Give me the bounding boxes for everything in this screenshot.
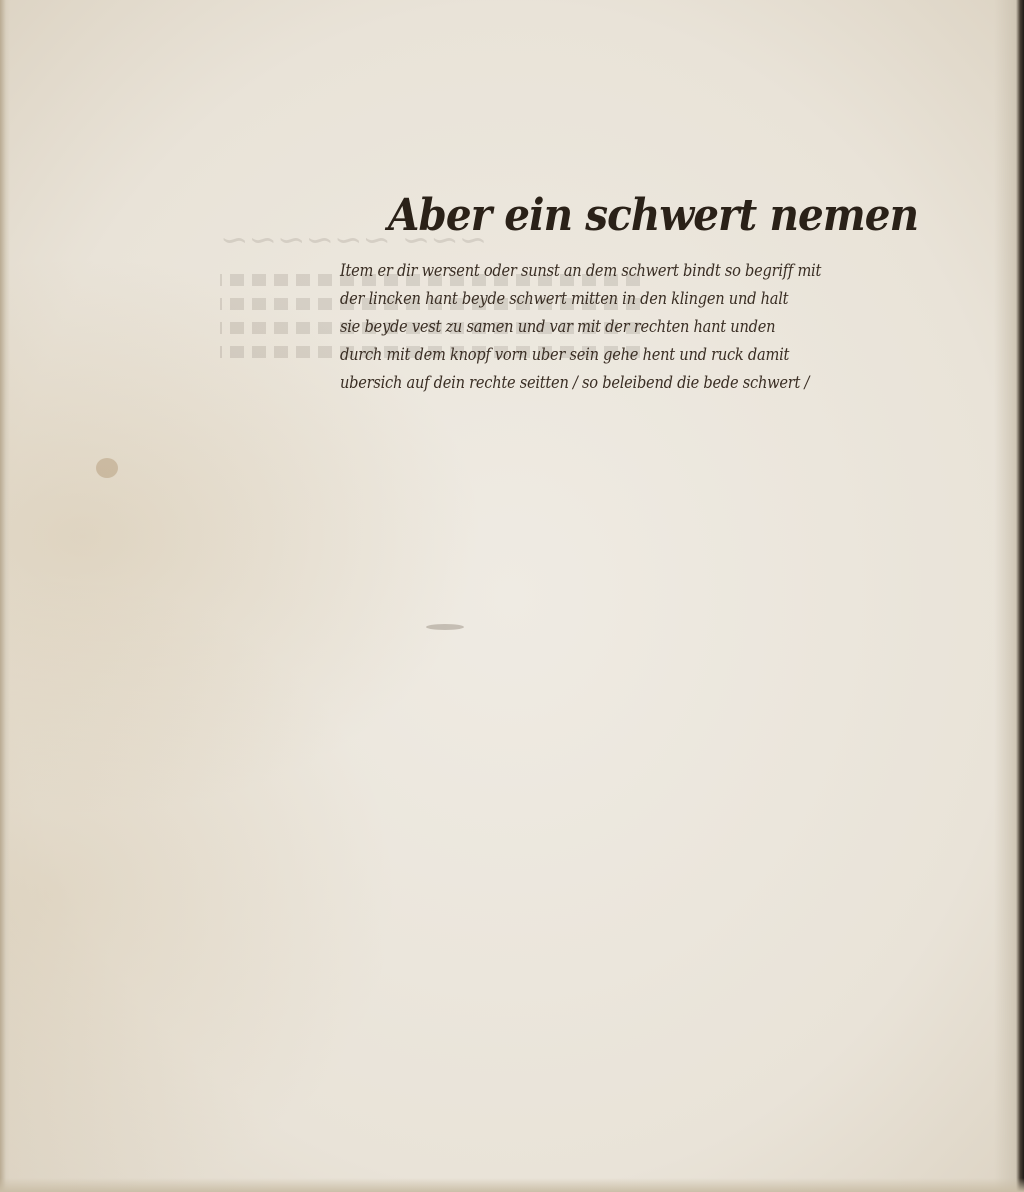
manuscript-line: ubersich auf dein rechte seitten / so beleibend die bede schwert / (340, 373, 810, 393)
manuscript-heading: Aber ein schwert nemen (388, 190, 919, 241)
manuscript-text-block (340, 190, 919, 397)
page-left-edge (0, 0, 10, 1192)
manuscript-line: sie beyde vest zu samen und var mit der rechten hant unden (340, 317, 776, 337)
page-binding-edge (994, 0, 1024, 1192)
manuscript-line: durch mit dem knopf vorn uber sein gehe hent und ruck damit (340, 345, 790, 365)
manuscript-line: der lincken hant beyde schwert mitten in den klingen und halt (340, 289, 789, 309)
manuscript-body (340, 257, 910, 397)
paper-stain (96, 458, 118, 478)
bleed-through-heading: ~~~ ~~~~~~ (220, 220, 488, 260)
page-bottom-edge (0, 1178, 1024, 1192)
paper-stain (426, 624, 464, 630)
manuscript-line: Item er dir wersent oder sunst an dem schwert bindt so begriff mit (340, 261, 822, 281)
